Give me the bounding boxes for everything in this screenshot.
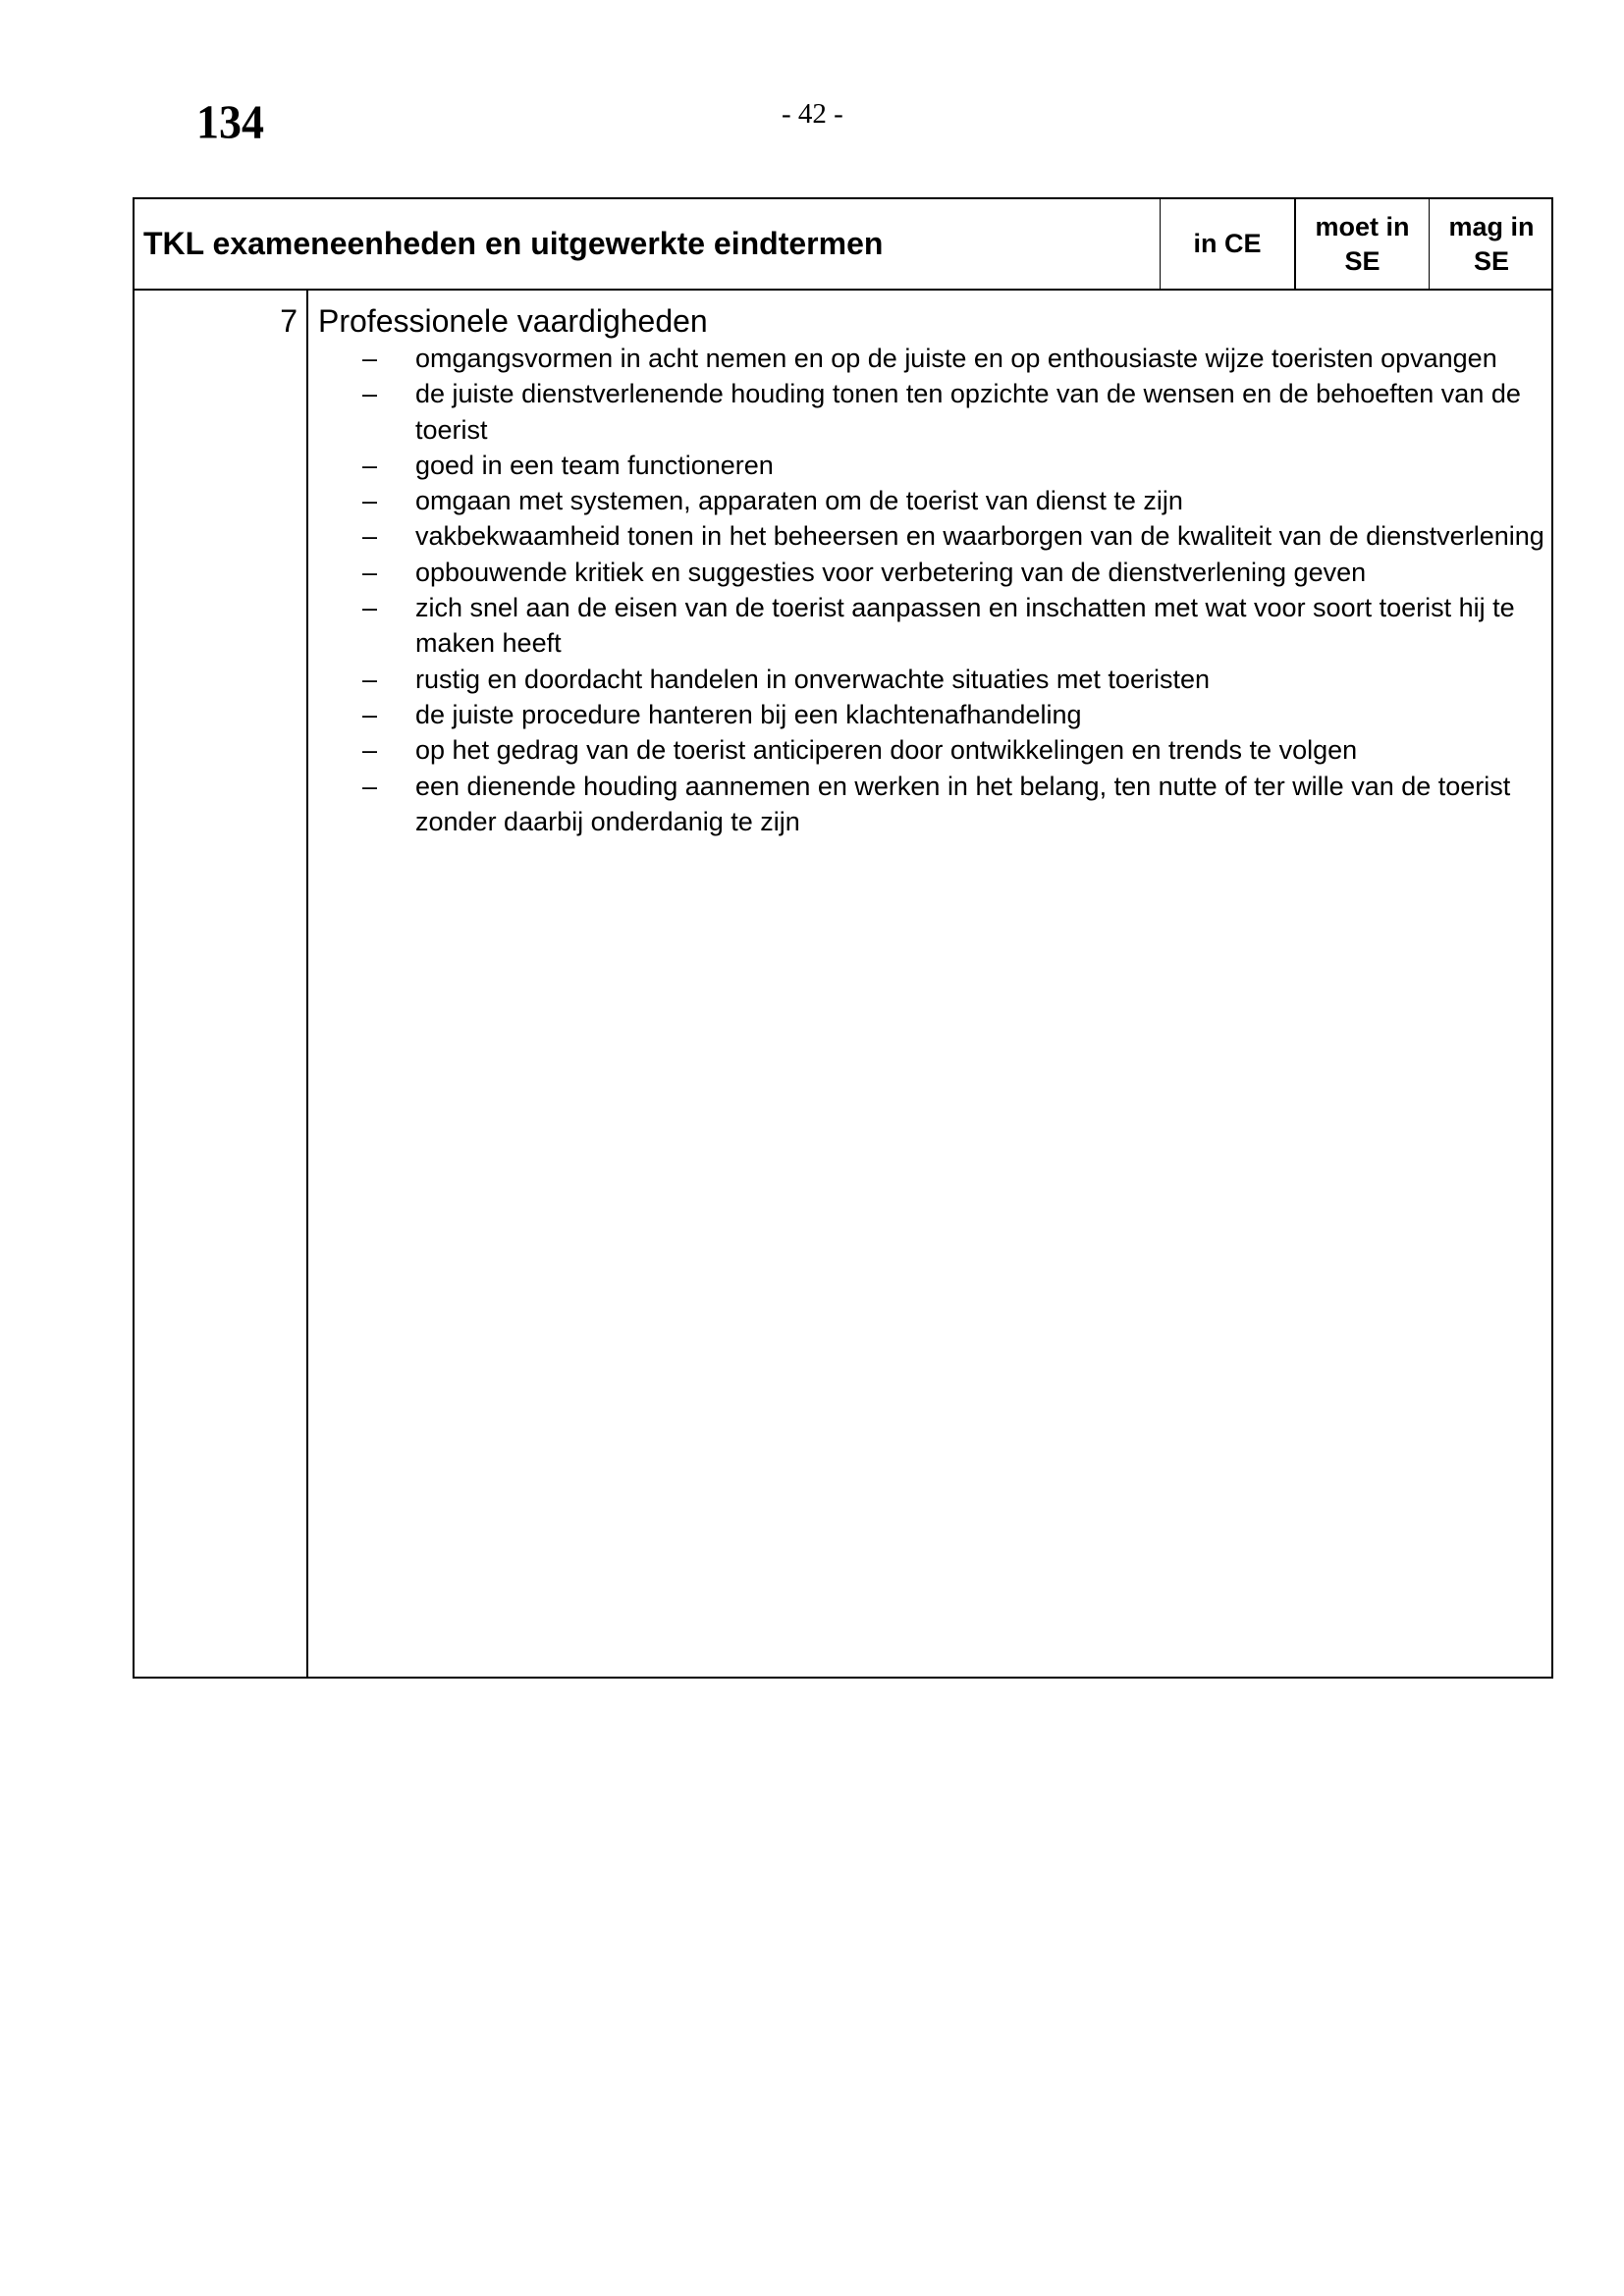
page-number: 134 — [196, 95, 264, 149]
list-item-text: een dienende houding aannemen en werken in het belang, ten nutte of ter wille van de toerist zonder daarbij onderdanig te zijn — [415, 771, 1511, 836]
dash-bullet-icon: – — [362, 344, 378, 373]
header-mag-in-se-line1: mag in — [1448, 211, 1535, 241]
list-item-text: op het gedrag van de toerist anticiperen door ontwikkelingen en trends te volgen — [415, 735, 1358, 766]
list-item — [318, 341, 1545, 376]
list-item-text: goed in een team functioneren — [415, 450, 774, 480]
header-moet-in-se-line2: SE — [1344, 245, 1380, 276]
list-item-text: omgaan met systemen, apparaten om de toerist van dienst te zijn — [415, 486, 1183, 516]
list-item — [318, 555, 1545, 590]
eindtermen-table — [133, 197, 1553, 1679]
dash-bullet-icon: – — [362, 771, 378, 801]
folio: - 42 - — [782, 98, 843, 130]
list-item — [318, 697, 1545, 732]
list-item — [318, 769, 1545, 840]
column-divider — [306, 291, 308, 1679]
dash-bullet-icon: – — [362, 450, 378, 480]
dash-bullet-icon: – — [362, 379, 378, 409]
dash-bullet-icon: – — [362, 664, 378, 694]
list-item-text: de juiste procedure hanteren bij een klachtenafhandeling — [415, 699, 1082, 729]
list-item — [318, 732, 1545, 768]
list-item-text: omgangsvormen in acht nemen en op de juiste en op enthousiaste wijze toeristen opvangen — [415, 344, 1497, 373]
dash-bullet-icon: – — [362, 521, 378, 552]
eindtermen-list — [318, 341, 1545, 839]
section-title: Professionele vaardigheden — [318, 303, 708, 339]
header-moet-in-se-line1: moet in — [1315, 211, 1410, 241]
list-item-text: de juiste dienstverlenende houding tonen ten opzichte van de wensen en de behoeften van de toerist — [415, 379, 1521, 445]
header-moet-in-se — [1296, 199, 1430, 289]
list-item — [318, 590, 1545, 662]
list-item — [318, 518, 1545, 554]
dash-bullet-icon: – — [362, 557, 378, 587]
list-item-text: zich snel aan de eisen van de toerist aanpassen en inschatten met wat voor soort toerist hij te maken heeft — [415, 593, 1515, 659]
dash-bullet-icon: – — [362, 735, 378, 766]
dash-bullet-icon: – — [362, 593, 378, 623]
list-item — [318, 376, 1545, 448]
header-in-ce: in CE — [1161, 199, 1296, 289]
list-item — [318, 448, 1545, 483]
list-item-text: opbouwende kritiek en suggesties voor verbetering van de dienstverlening geven — [415, 557, 1367, 587]
list-item — [318, 662, 1545, 697]
section-number: 7 — [280, 303, 298, 339]
list-item-text: vakbekwaamheid tonen in het beheersen en waarborgen van de kwaliteit van de dienstverlening — [415, 521, 1544, 552]
dash-bullet-icon: – — [362, 486, 378, 516]
header-title: TKL exameneenheden en uitgewerkte eindtermen — [135, 199, 1161, 289]
header-mag-in-se — [1430, 199, 1553, 289]
table-header-row — [135, 199, 1551, 291]
list-item-text: rustig en doordacht handelen in onverwachte situaties met toeristen — [415, 664, 1210, 694]
list-item — [318, 483, 1545, 518]
dash-bullet-icon: – — [362, 699, 378, 729]
header-mag-in-se-line2: SE — [1473, 245, 1509, 276]
